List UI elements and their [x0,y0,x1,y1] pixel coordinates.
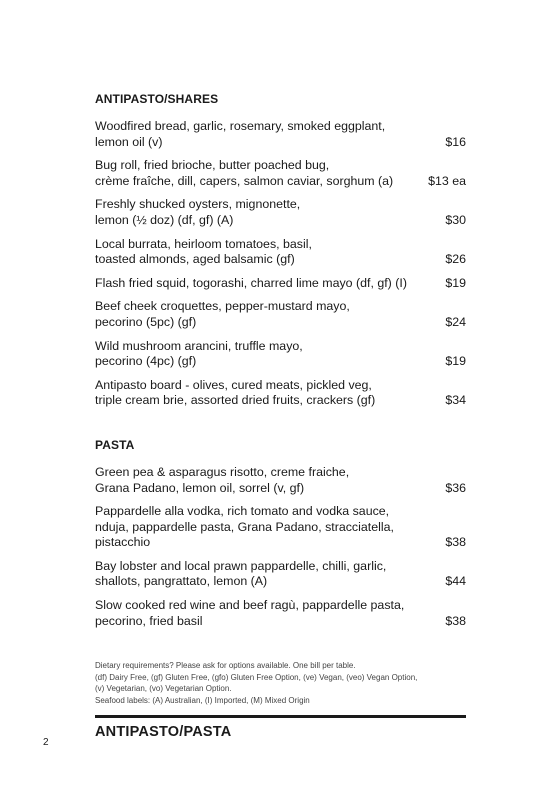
item-price: $34 [445,393,466,408]
item-line: Freshly shucked oysters, mignonette, [95,197,301,212]
menu-item [95,237,466,268]
item-price: $19 [445,275,466,290]
item-price: $36 [445,480,466,495]
section-title: ANTIPASTO/SHARES [95,92,219,106]
menu-item [95,339,466,370]
item-line: pecorino, fried basil [95,613,203,628]
item-line: Bug roll, fried brioche, butter poached bug, [95,158,330,173]
item-price: $44 [445,574,466,589]
dietary-notes [95,660,417,706]
menu-item [95,197,466,228]
menu-item [95,119,466,150]
menu-item [95,299,466,330]
note-line: (df) Dairy Free, (gf) Gluten Free, (gfo) Gluten Free Option, (ve) Vegan, (veo) Vegan Option, [95,672,418,682]
item-line: Green pea & asparagus risotto, creme fraiche, [95,464,350,479]
item-line: toasted almonds, aged balsamic (gf) [95,252,295,267]
item-line: Bay lobster and local prawn pappardelle, chilli, garlic, [95,558,387,573]
section-pasta [95,438,466,629]
section-title: PASTA [95,437,135,452]
item-line: Flash fried squid, togorashi, charred lime mayo (df, gf) (I) [95,275,407,290]
item-line: pecorino (4pc) (gf) [95,354,197,369]
menu-item [95,598,466,629]
item-line: lemon (½ doz) (df, gf) (A) [95,212,234,227]
note-line: (v) Vegetarian, (vo) Vegetarian Option. [95,684,232,694]
item-line: Woodfired bread, garlic, rosemary, smoked eggplant, [95,119,386,133]
section-antipasto [95,92,466,409]
item-price: $19 [445,354,466,369]
footer-divider [95,715,466,718]
item-line: pistacchio [95,535,151,550]
page-number: 2 [43,737,49,748]
note-line: Seafood labels: (A) Australian, (I) Imported, (M) Mixed Origin [95,695,310,705]
item-line: crème fraîche, dill, capers, salmon caviar, sorghum (a) [95,173,394,188]
item-price: $13 ea [428,173,466,188]
item-price: $30 [445,212,466,227]
item-line: lemon oil (v) [95,134,163,149]
item-price: $16 [445,134,466,149]
item-line: nduja, pappardelle pasta, Grana Padano, stracciatella, [95,519,394,534]
note-line: Dietary requirements? Please ask for options available. One bill per table. [95,661,356,670]
item-line: shallots, pangrattato, lemon (A) [95,574,268,589]
item-line: Slow cooked red wine and beef ragù, pappardelle pasta, [95,598,405,613]
item-line: triple cream brie, assorted dried fruits, crackers (gf) [95,393,376,408]
item-price: $26 [445,252,466,267]
menu-item [95,559,466,590]
item-price: $38 [445,535,466,550]
item-line: Grana Padano, lemon oil, sorrel (v, gf) [95,480,305,495]
item-line: Beef cheek croquettes, pepper-mustard mayo, [95,299,350,314]
menu-item [95,158,466,189]
item-line: Antipasto board - olives, cured meats, pickled veg, [95,377,372,392]
item-line: Wild mushroom arancini, truffle mayo, [95,338,303,353]
item-line: pecorino (5pc) (gf) [95,314,197,329]
menu-item [95,276,466,292]
item-price: $24 [445,314,466,329]
menu-item [95,465,466,496]
item-price: $38 [445,613,466,628]
menu-item [95,504,466,551]
page-title: ANTIPASTO/PASTA [95,724,232,740]
item-line: Pappardelle alla vodka, rich tomato and vodka sauce, [95,504,390,519]
menu-item [95,378,466,409]
item-line: Local burrata, heirloom tomatoes, basil, [95,236,312,251]
menu-content [95,92,466,629]
